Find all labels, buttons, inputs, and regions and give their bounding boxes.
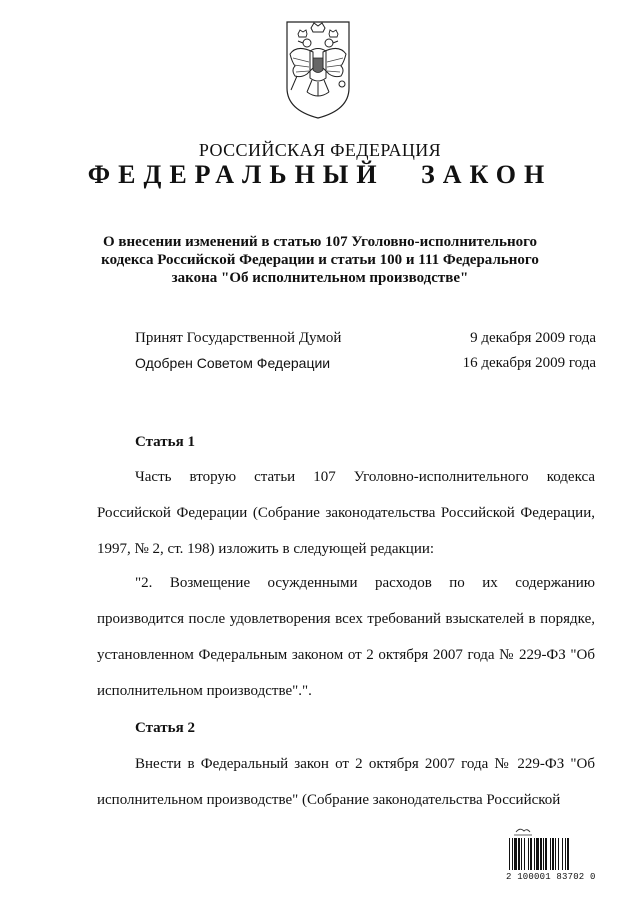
adoption-council-label: Одобрен Советом Федерации (135, 355, 331, 371)
state-emblem-icon (283, 18, 353, 120)
adoption-duma-date: 9 декабря 2009 года (470, 330, 596, 346)
barcode-number: 2 100001 83702 0 (506, 872, 596, 882)
adoption-duma-row (135, 330, 596, 352)
article-2-paragraph-1: Внести в Федеральный закон от 2 октября 2007 года № 229-ФЗ "Об исполнительном производстве" (Собрание законодательства Российской (97, 756, 595, 808)
document-type: ФЕДЕРАЛЬНЫЙ ЗАКОН (87, 160, 553, 189)
adoption-duma-label: Принят Государственной Думой (135, 330, 342, 346)
country-name: РОССИЙСКАЯ ФЕДЕРАЦИЯ (198, 140, 442, 160)
article-1-paragraph-2: "2. Возмещение осужденными расходов по их содержанию производится после удовлетворения всех требований взыскателей в порядке, установленном Федеральным законом от 2 октября 2007 года № 229-ФЗ "Об исполнительном производстве".". (97, 575, 595, 699)
article-1-heading: Статья 1 (135, 434, 195, 450)
barcode (506, 826, 598, 886)
barcode-icon (506, 826, 598, 872)
article-2-heading: Статья 2 (135, 720, 195, 736)
adoption-council-date: 16 декабря 2009 года (462, 355, 596, 371)
adoption-council-row (135, 355, 596, 377)
law-title: О внесении изменений в статью 107 Уголовно-исполнительного кодекса Российской Федерации и статьи 100 и 111 Федерального закона "Об исполнительном производстве" (101, 234, 539, 286)
article-1-paragraph-1: Часть вторую статьи 107 Уголовно-исполнительного кодекса Российской Федерации (Собрание законодательства Российской Федерации, 1997, № 2, ст. 198) изложить в следующей редакции: (97, 469, 595, 557)
